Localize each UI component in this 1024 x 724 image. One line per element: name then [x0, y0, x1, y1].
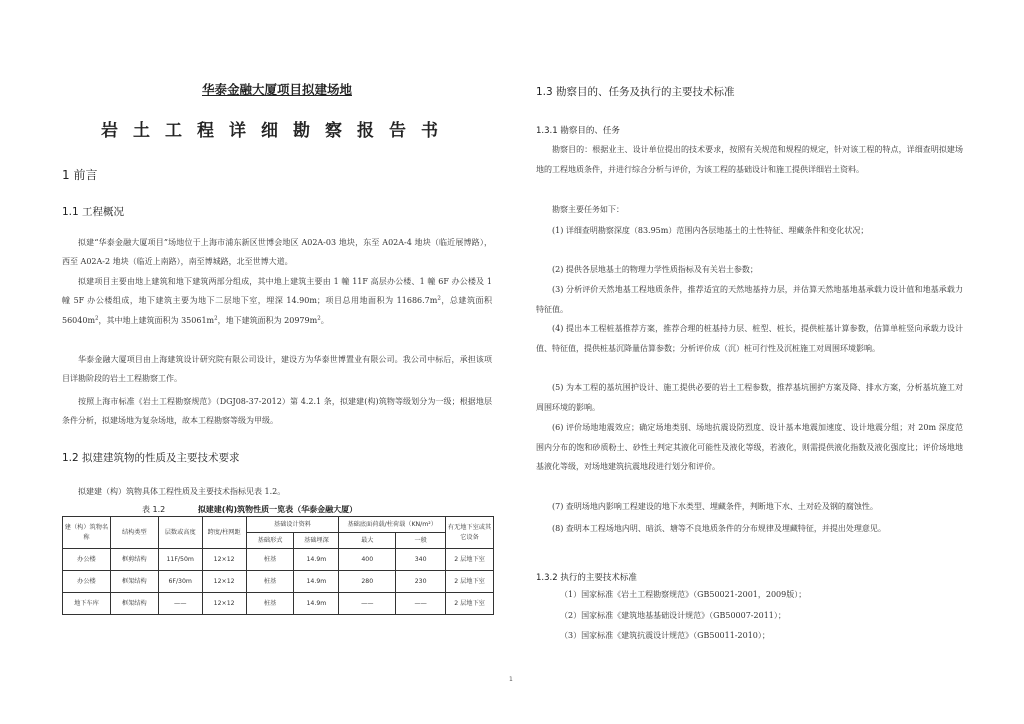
paragraph-designer: 华泰金融大厦项目由上海建筑设计研究院有限公司设计，建设方为华泰世博置业有限公司。我公司中标后，承担该项目详勘阶段的岩土工程勘察工作。 — [62, 355, 492, 384]
section-heading-1: 1 前言 — [62, 168, 98, 182]
cell-basement: 2 层地下室 — [446, 549, 494, 571]
building-properties-table — [62, 516, 494, 615]
paragraph-site-location: 拟建“华泰金融大厦项目”场地位于上海市浦东新区世博会地区 A02A-03 地块，东至 A02A-4 地块（临近展博路），西至 A02A-2 地块（临近上南路），南至博城路，北至世博大道。 — [62, 238, 492, 267]
cell-max: 280 — [339, 571, 396, 593]
paragraph-purpose: 勘察目的：根据业主、设计单位提出的技术要求，按照有关规范和规程的规定，针对该工程的特点，详细查明拟建场地的工程地质条件，并进行综合分析与评价，为该工程的基础设计和施工提供详细岩土资料。 — [536, 145, 963, 174]
task-item: (2) 提供各层地基土的物理力学性质指标及有关岩土参数； — [552, 265, 758, 274]
header-avg: 一般 — [396, 533, 446, 549]
project-title: 华泰金融大厦项目拟建场地 — [201, 82, 352, 97]
header-form: 基础形式 — [246, 533, 294, 549]
cell-depth: 14.9m — [294, 549, 339, 571]
header-max: 最大 — [339, 533, 396, 549]
table-row — [63, 593, 494, 615]
table-row — [63, 571, 494, 593]
cell-form: 桩基 — [246, 571, 294, 593]
header-floors: 层数或高度 — [158, 517, 202, 549]
header-depth: 基础埋深 — [294, 533, 339, 549]
paragraph-table-ref: 拟建建（构）筑物具体工程性质及主要技术指标见表 1.2。 — [78, 487, 286, 496]
cell-floors: 6F/30m — [158, 571, 202, 593]
task-item: (1) 详细查明勘察深度（83.95m）范围内各层地基土的土性特征、埋藏条件和变化状况； — [552, 226, 869, 235]
header-load: 基础底面荷载/柱荷载（KN/m²） — [339, 517, 446, 533]
standard-item: （3）国家标准《建筑抗震设计规范》（GB50011-2010）； — [560, 631, 770, 640]
header-grid: 跨度/柱网距 — [202, 517, 246, 549]
table-header-row — [63, 517, 494, 533]
cell-depth: 14.9m — [294, 571, 339, 593]
task-item: (6) 评价场地地震效应；确定场地类别、场地抗震设防烈度、设计基本地震加速度、设计地震分组；对 20m 深度范围内分布的饱和砂质粉土、砂性土判定其液化可能性及液化等级，若液化，则需提供液化指数及液化强度比；评价场地地基液化等级，对场地建筑抗震地段进行划分和评价。 — [536, 423, 963, 472]
page-number: 1 — [509, 676, 513, 683]
cell-floors: 11F/50m — [158, 549, 202, 571]
cell-grid: 12×12 — [202, 571, 246, 593]
task-item: (4) 提出本工程桩基推荐方案，推荐合理的桩基持力层、桩型、桩长，提供桩基计算参数，估算单桩竖向承载力设计值、特征值，提供桩基沉降量估算参数；分析评价成（沉）桩可行性及沉桩施工对周围环境影响。 — [536, 324, 963, 353]
cell-form: 桩基 — [246, 593, 294, 615]
section-heading-1-1: 1.1 工程概况 — [62, 206, 125, 218]
cell-grid: 12×12 — [202, 593, 246, 615]
cell-name: 办公楼 — [63, 549, 111, 571]
cell-grid: 12×12 — [202, 549, 246, 571]
cell-name: 办公楼 — [63, 571, 111, 593]
cell-floors: —— — [158, 593, 202, 615]
standard-item: （1）国家标准《岩土工程勘察规范》（GB50021-2001，2009版）； — [560, 590, 807, 599]
cell-form: 桩基 — [246, 549, 294, 571]
cell-structure: 框剪结构 — [110, 549, 158, 571]
cell-avg: 230 — [396, 571, 446, 593]
section-heading-1-3-2: 1.3.2 执行的主要技术标准 — [536, 573, 637, 583]
header-name: 建（构）筑物名称 — [63, 517, 111, 549]
task-item: (3) 分析评价天然地基工程地质条件，推荐适宜的天然地基持力层，并估算天然地基地基承载力设计值和地基承载力特征值。 — [536, 285, 963, 314]
paragraph-building-composition: 拟建项目主要由地上建筑和地下建筑两部分组成，其中地上建筑主要由 1 幢 11F 高层办公楼、1 幢 6F 办公楼及 1 幢 5F 办公楼组成，地下建筑主要为地下二层地下室，埋深 14.90m；项目总用地面积为 $11686.7m^2$，总建筑面积 $56040m^2$，其中地上建筑面积为 $35061m^2$，地下建筑面积为 $20979m^2$。 — [62, 277, 493, 325]
paragraph-tasks-label: 勘察主要任务如下： — [552, 205, 624, 214]
section-heading-1-2: 1.2 拟建建筑物的性质及主要技术要求 — [62, 452, 240, 464]
header-structure: 结构类型 — [110, 517, 158, 549]
standard-item: （2）国家标准《建筑地基基础设计规范》（GB50007-2011）； — [560, 611, 786, 620]
cell-max: 400 — [339, 549, 396, 571]
cell-avg: —— — [396, 593, 446, 615]
cell-depth: 14.9m — [294, 593, 339, 615]
table-caption — [142, 504, 442, 515]
table-title: 拟建建(构)筑物性质一览表（华泰金融大厦） — [197, 505, 358, 514]
paragraph-grade: 按照上海市标准《岩土工程勘察规范》（DGJ08-37-2012）第 4.2.1 条，拟建建(构)筑物等级划分为一级；根据地层条件分析，拟建场地为复杂场地，故本工程勘察等级为甲级。 — [62, 397, 492, 426]
header-basement: 有无地下室或其它设备 — [446, 517, 494, 549]
cell-structure: 框架结构 — [110, 593, 158, 615]
task-item: (8) 查明本工程场地内明、暗浜、塘等不良地质条件的分布规律及埋藏特征，并提出处理意见。 — [552, 524, 886, 533]
report-title: 岩土工程详细勘察报告书 — [101, 121, 453, 141]
cell-basement: 2 层地下室 — [446, 593, 494, 615]
cell-avg: 340 — [396, 549, 446, 571]
cell-max: —— — [339, 593, 396, 615]
section-heading-1-3-1: 1.3.1 勘察目的、任务 — [536, 126, 620, 136]
cell-name: 地下车库 — [63, 593, 111, 615]
task-item: (5) 为本工程的基坑围护设计、施工提供必要的岩土工程参数，推荐基坑围护方案及降、排水方案，分析基坑施工对周围环境的影响。 — [536, 383, 963, 412]
table-row — [63, 549, 494, 571]
cell-structure: 框架结构 — [110, 571, 158, 593]
task-item: (7) 查明场地内影响工程建设的地下水类型、埋藏条件，判断地下水、土对砼及钢的腐蚀性。 — [552, 502, 878, 511]
section-heading-1-3: 1.3 勘察目的、任务及执行的主要技术标准 — [536, 86, 735, 98]
header-foundation: 基础设计资料 — [246, 517, 339, 533]
table-number: 表 1.2 — [142, 505, 166, 514]
cell-basement: 2 层地下室 — [446, 571, 494, 593]
